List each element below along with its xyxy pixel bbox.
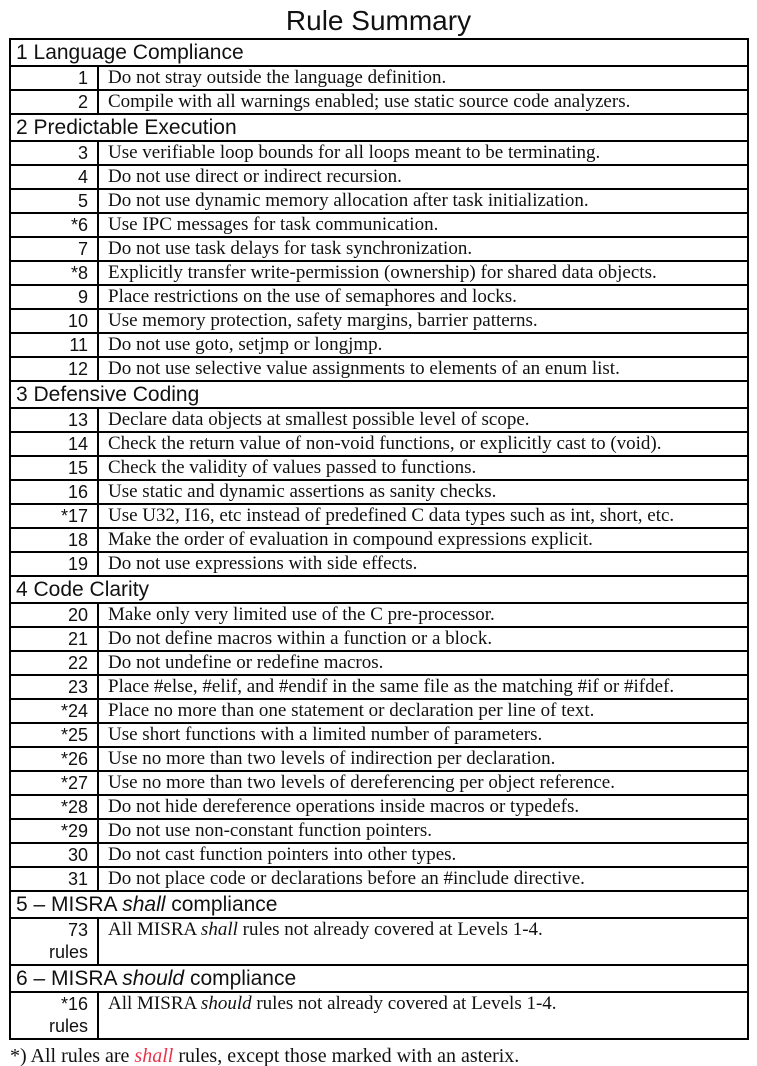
footnote: *) All rules are shall rules, except those marked with an asterix.	[10, 1045, 520, 1066]
rule-text: Do not define macros within a function or a block.	[108, 628, 493, 649]
section-header-label: 1 Language Compliance	[16, 40, 244, 64]
rule-number: 7	[11, 238, 99, 260]
rule-row	[11, 65, 747, 89]
rule-row	[11, 602, 747, 626]
rule-number: 2	[11, 91, 99, 113]
rule-text: Place no more than one statement or declaration per line of text.	[108, 700, 595, 721]
rule-number-unit: rules	[48, 942, 88, 962]
rule-text: Do not undefine or redefine macros.	[108, 652, 384, 673]
rule-text: Check the return value of non-void functions, or explicitly cast to (void).	[108, 433, 662, 454]
rule-number: 1	[11, 67, 99, 89]
rule-text: Do not use expressions with side effects.	[108, 553, 418, 574]
rule-number: *28	[11, 796, 99, 818]
rule-text: Use static and dynamic assertions as sanity checks.	[108, 481, 497, 502]
rule-text: Use short functions with a limited number of parameters.	[108, 724, 543, 745]
rule-number: 31	[11, 868, 99, 890]
rule-row	[11, 794, 747, 818]
rule-number-value: 73	[67, 920, 88, 940]
rule-number: 16	[11, 481, 99, 503]
rule-number: *24	[11, 700, 99, 722]
rule-row	[11, 260, 747, 284]
rule-number: 21	[11, 628, 99, 650]
rule-row	[11, 140, 747, 164]
rule-row	[11, 212, 747, 236]
section-header-defensive-coding	[11, 380, 747, 407]
rule-number: 18	[11, 529, 99, 551]
rule-row	[11, 698, 747, 722]
rule-number: 20	[11, 604, 99, 626]
section-header-label: 5 – MISRA shall compliance	[16, 892, 278, 916]
rule-number: *27	[11, 772, 99, 794]
rule-number: 15	[11, 457, 99, 479]
rule-text: Use memory protection, safety margins, barrier patterns.	[108, 310, 538, 331]
rule-row	[11, 842, 747, 866]
rule-row	[11, 917, 747, 964]
page-title: Rule Summary	[285, 5, 472, 36]
rule-row	[11, 527, 747, 551]
rule-row	[11, 746, 747, 770]
rule-text: Compile with all warnings enabled; use static source code analyzers.	[108, 91, 631, 112]
rule-row	[11, 164, 747, 188]
rule-number: 30	[11, 844, 99, 866]
rule-text: All MISRA shall rules not already covered at Levels 1-4.	[108, 919, 543, 940]
rule-text: Do not use task delays for task synchronization.	[108, 238, 473, 259]
rule-number: 9	[11, 286, 99, 308]
section-header-code-clarity	[11, 575, 747, 602]
rule-number: *17	[11, 505, 99, 527]
rule-text: All MISRA should rules not already covered at Levels 1-4.	[108, 993, 557, 1014]
rule-text: Do not use non-constant function pointers.	[108, 820, 433, 841]
footnote-highlight: shall	[134, 1045, 174, 1066]
rule-row	[11, 722, 747, 746]
rule-row	[11, 308, 747, 332]
rule-number	[11, 993, 99, 1038]
rule-row	[11, 770, 747, 794]
rule-text: Check the validity of values passed to functions.	[108, 457, 477, 478]
rule-row	[11, 188, 747, 212]
section-header-label: 4 Code Clarity	[16, 577, 150, 601]
rule-text: Use IPC messages for task communication.	[108, 214, 439, 235]
rule-number: *6	[11, 214, 99, 236]
rule-row	[11, 551, 747, 575]
rule-number: 14	[11, 433, 99, 455]
rules-table	[9, 38, 749, 1040]
rule-number: 12	[11, 358, 99, 380]
rule-text: Use no more than two levels of indirection per declaration.	[108, 748, 556, 769]
rule-text: Use verifiable loop bounds for all loops meant to be terminating.	[108, 142, 601, 163]
rule-text: Place #else, #elif, and #endif in the same file as the matching #if or #ifdef.	[108, 676, 675, 697]
rule-number-value: *16	[60, 994, 88, 1014]
rule-number: *29	[11, 820, 99, 842]
section-header-label: 2 Predictable Execution	[16, 115, 237, 139]
rule-text: Explicitly transfer write-permission (ownership) for shared data objects.	[108, 262, 657, 283]
rule-row	[11, 284, 747, 308]
rule-row	[11, 89, 747, 113]
section-header-misra-should	[11, 964, 747, 991]
rule-text: Do not use direct or indirect recursion.	[108, 166, 402, 187]
rule-number: 22	[11, 652, 99, 674]
rule-number-unit: rules	[48, 1016, 88, 1036]
rule-row	[11, 818, 747, 842]
rule-text: Use no more than two levels of dereferencing per object reference.	[108, 772, 615, 793]
rule-text: Do not stray outside the language definition.	[108, 67, 447, 88]
rule-text: Place restrictions on the use of semaphores and locks.	[108, 286, 517, 307]
rule-row	[11, 332, 747, 356]
rule-text: Do not place code or declarations before an #include directive.	[108, 868, 585, 889]
rule-number: 19	[11, 553, 99, 575]
rule-text: Make the order of evaluation in compound expressions explicit.	[108, 529, 593, 550]
rule-row	[11, 479, 747, 503]
section-header-language-compliance	[11, 40, 747, 65]
rule-row	[11, 407, 747, 431]
rule-row	[11, 866, 747, 890]
rule-text: Do not cast function pointers into other types.	[108, 844, 457, 865]
rule-number: 5	[11, 190, 99, 212]
rule-text: Declare data objects at smallest possible level of scope.	[108, 409, 530, 430]
page	[0, 5, 757, 1066]
rule-text: Do not hide dereference operations inside macros or typedefs.	[108, 796, 580, 817]
rule-number: *25	[11, 724, 99, 746]
section-header-misra-shall	[11, 890, 747, 917]
rule-row	[11, 503, 747, 527]
rule-row	[11, 356, 747, 380]
rule-text: Make only very limited use of the C pre-processor.	[108, 604, 495, 625]
rule-number: 10	[11, 310, 99, 332]
section-header-predictable-execution	[11, 113, 747, 140]
rule-row	[11, 431, 747, 455]
rule-row	[11, 650, 747, 674]
rule-row	[11, 455, 747, 479]
rule-number: 11	[11, 334, 99, 356]
rule-number: 13	[11, 409, 99, 431]
rule-row	[11, 236, 747, 260]
rule-row	[11, 991, 747, 1038]
section-header-label: 3 Defensive Coding	[16, 382, 200, 406]
rule-text: Do not use selective value assignments to elements of an enum list.	[108, 358, 620, 379]
rule-text: Do not use goto, setjmp or longjmp.	[108, 334, 383, 355]
rule-number: 23	[11, 676, 99, 698]
rule-number	[11, 919, 99, 964]
rule-row	[11, 626, 747, 650]
rule-row	[11, 674, 747, 698]
section-header-label: 6 – MISRA should compliance	[16, 966, 297, 990]
rule-text: Use U32, I16, etc instead of predefined C data types such as int, short, etc.	[108, 505, 675, 526]
rule-number: *8	[11, 262, 99, 284]
rule-text: Do not use dynamic memory allocation after task initialization.	[108, 190, 589, 211]
rule-number: 3	[11, 142, 99, 164]
rule-number: 4	[11, 166, 99, 188]
rule-number: *26	[11, 748, 99, 770]
